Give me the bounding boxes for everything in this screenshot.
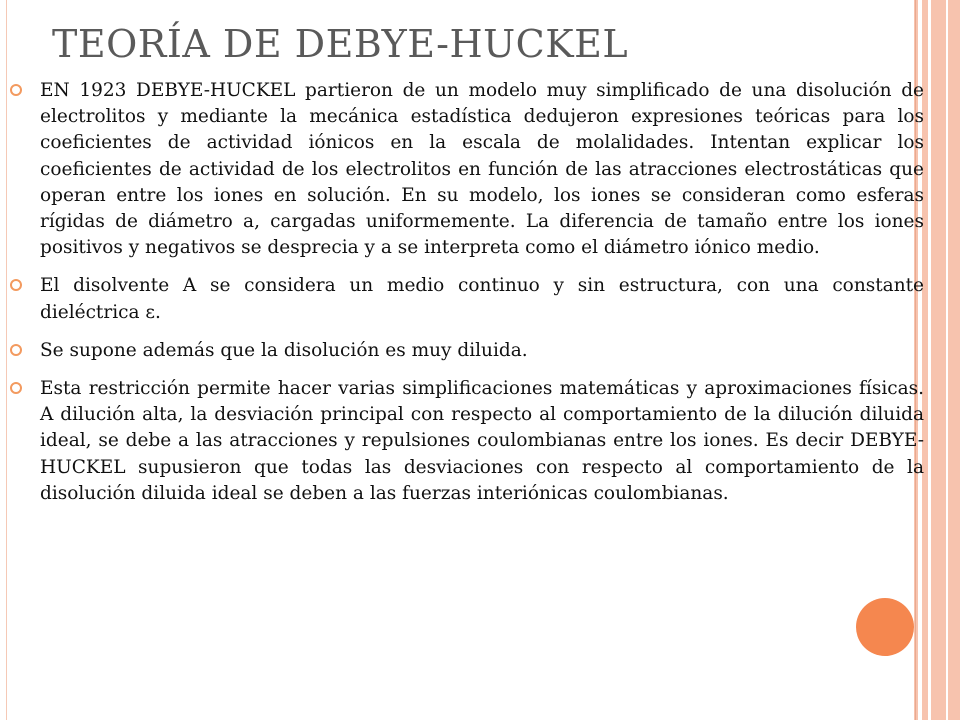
bullet-item — [40, 376, 924, 507]
bullet-item — [40, 273, 924, 325]
bullet-item — [40, 338, 924, 364]
bullet-circle-icon — [10, 279, 22, 291]
bullet-text: El disolvente A se considera un medio continuo y sin estructura, con una constante dieléctrica ε. — [40, 275, 924, 323]
bullet-circle-icon — [10, 84, 22, 96]
bullet-circle-icon — [10, 382, 22, 394]
border-stripe — [928, 0, 931, 720]
left-border-line — [6, 0, 7, 720]
bullet-item — [40, 78, 924, 261]
bullet-circle-icon — [10, 344, 22, 356]
slide-content — [40, 78, 924, 519]
slide-title: TEORÍA DE DEBYE-HUCKEL — [52, 22, 629, 66]
bullet-text: Se supone además que la disolución es muy diluida. — [40, 339, 528, 361]
decorative-circle — [856, 598, 914, 656]
border-stripe — [946, 0, 948, 720]
bullet-list — [40, 78, 924, 507]
bullet-text: EN 1923 DEBYE-HUCKEL partieron de un modelo muy simplificado de una disolución de electrolitos y mediante la mecánica estadística dedujeron expresiones teóricas para los coeficientes de actividad iónicos en la escala de molalidades. Intentan explicar los coeficientes de actividad de los electrolitos en función de las atracciones electrostáticas que operan entre los iones en solución. En su modelo, los iones se consideran como esferas rígidas de diámetro a, cargadas uniformemente. La diferencia de tamaño entre los iones positivos y negativos se desprecia y a se interpreta como el diámetro iónico medio. — [40, 80, 924, 259]
bullet-text: Esta restricción permite hacer varias simplificaciones matemáticas y aproximaciones físicas. A dilución alta, la desviación principal con respecto al comportamiento de la dilución diluida ideal, se debe a las atracciones y repulsiones coulombianas entre los iones. Es decir DEBYE-HUCKEL supusieron que todas las desviaciones con respecto al comportamiento de la disolución diluida ideal se deben a las fuerzas interiónicas coulombianas. — [40, 378, 924, 504]
